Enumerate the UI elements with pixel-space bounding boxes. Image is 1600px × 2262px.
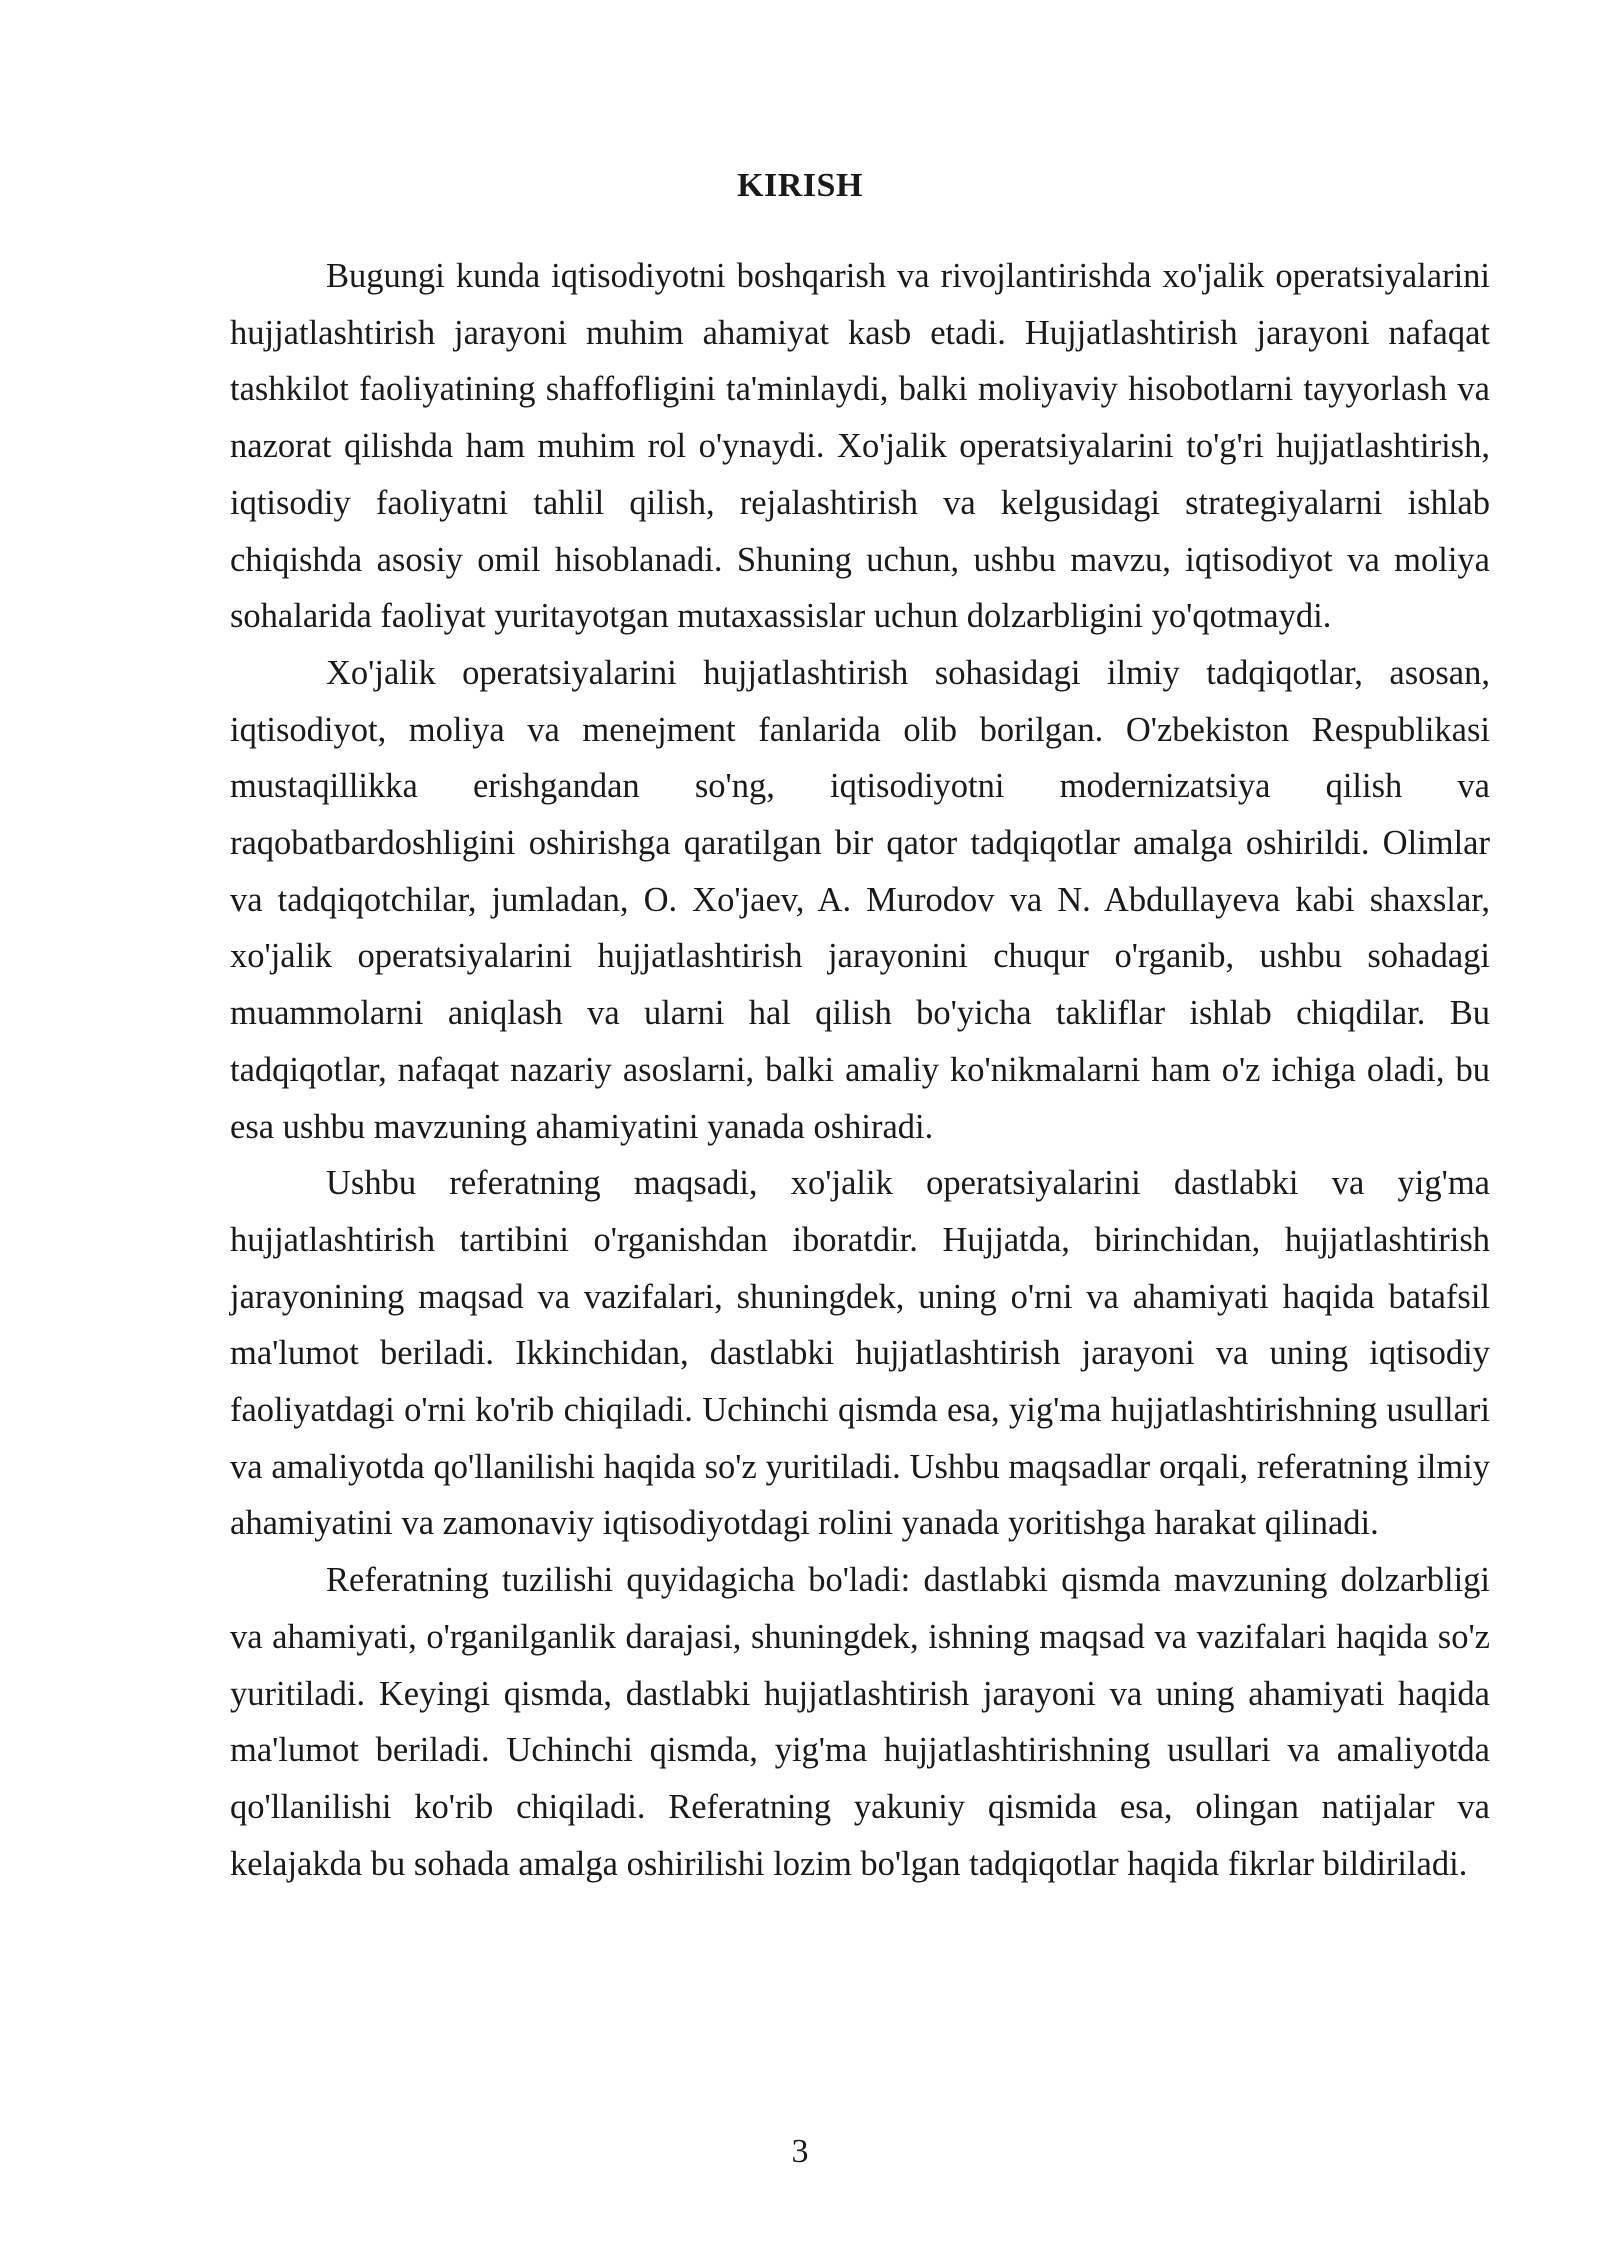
paragraph-research-review: Xo'jalik operatsiyalarini hujjatlashtirish sohasidagi ilmiy tadqiqotlar, asosan, iqtisodiyot, moliya va menejment fanlarida olib borilgan. O'zbekiston Respublikasi mustaqillikka erishgandan so'ng, iqtisodiyotni modernizatsiya qilish va raqobatbardoshligini oshirishga qaratilgan bir qator tadqiqotlar amalga oshirildi. Olimlar va tadqiqotchilar, jumladan, O. Xo'jaev, A. Murodov va N. Abdullayeva kabi shaxslar, xo'jalik operatsiyalarini hujjatlashtirish jarayonini chuqur o'rganib, ushbu sohadagi muammolarni aniqlash va ularni hal qilish bo'yicha takliflar ishlab chiqdilar. Bu tadqiqotlar, nafaqat nazariy asoslarni, balki amaliy ko'nikmalarni ham o'z ichiga oladi, bu esa ushbu mavzuning ahamiyatini yanada oshiradi.: [230, 653, 1490, 1146]
page-title: KIRISH: [737, 167, 863, 204]
paragraph-relevance: Bugungi kunda iqtisodiyotni boshqarish va rivojlantirishda xo'jalik operatsiyalarini hujjatlashtirish jarayoni muhim ahamiyat kasb etadi. Hujjatlashtirish jarayoni nafaqat tashkilot faoliyatining shaffofligini ta'minlaydi, balki moliyaviy hisobotlarni tayyorlash va nazorat qilishda ham muhim rol o'ynaydi. Xo'jalik operatsiyalarini to'g'ri hujjatlashtirish, iqtisodiy faoliyatni tahlil qilish, rejalashtirish va kelgusidagi strategiyalarni ishlab chiqishda asosiy omil hisoblanadi. Shuning uchun, ushbu mavzu, iqtisodiyot va moliya sohalarida faoliyat yuritayotgan mutaxassislar uchun dolzarbligini yo'qotmaydi.: [230, 257, 1490, 636]
document-body: [230, 248, 1490, 1892]
paragraph-structure: Referatning tuzilishi quyidagicha bo'ladi: dastlabki qismda mavzuning dolzarbligi va ahamiyati, o'rganilganlik darajasi, shuningdek, ishning maqsad va vazifalari haqida so'z yuritiladi. Keyingi qismda, dastlabki hujjatlashtirish jarayoni va uning ahamiyati haqida ma'lumot beriladi. Uchinchi qismda, yig'ma hujjatlashtirishning usullari va amaliyotda qo'llanilishi ko'rib chiqiladi. Referatning yakuniy qismida esa, olingan natijalar va kelajakda bu sohada amalga oshirilishi lozim bo'lgan tadqiqotlar haqida fikrlar bildiriladi.: [230, 1561, 1490, 1883]
page-number: 3: [791, 2133, 809, 2170]
paragraph-purpose: Ushbu referatning maqsadi, xo'jalik operatsiyalarini dastlabki va yig'ma hujjatlashtirish tartibini o'rganishdan iboratdir. Hujjatda, birinchidan, hujjatlashtirish jarayonining maqsad va vazifalari, shuningdek, uning o'rni va ahamiyati haqida batafsil ma'lumot beriladi. Ikkinchidan, dastlabki hujjatlashtirish jarayoni va uning iqtisodiy faoliyatdagi o'rni ko'rib chiqiladi. Uchinchi qismda esa, yig'ma hujjatlashtirishning usullari va amaliyotda qo'llanilishi haqida so'z yuritiladi. Ushbu maqsadlar orqali, referatning ilmiy ahamiyatini va zamonaviy iqtisodiyotdagi rolini yanada yoritishga harakat qilinadi.: [230, 1164, 1490, 1543]
